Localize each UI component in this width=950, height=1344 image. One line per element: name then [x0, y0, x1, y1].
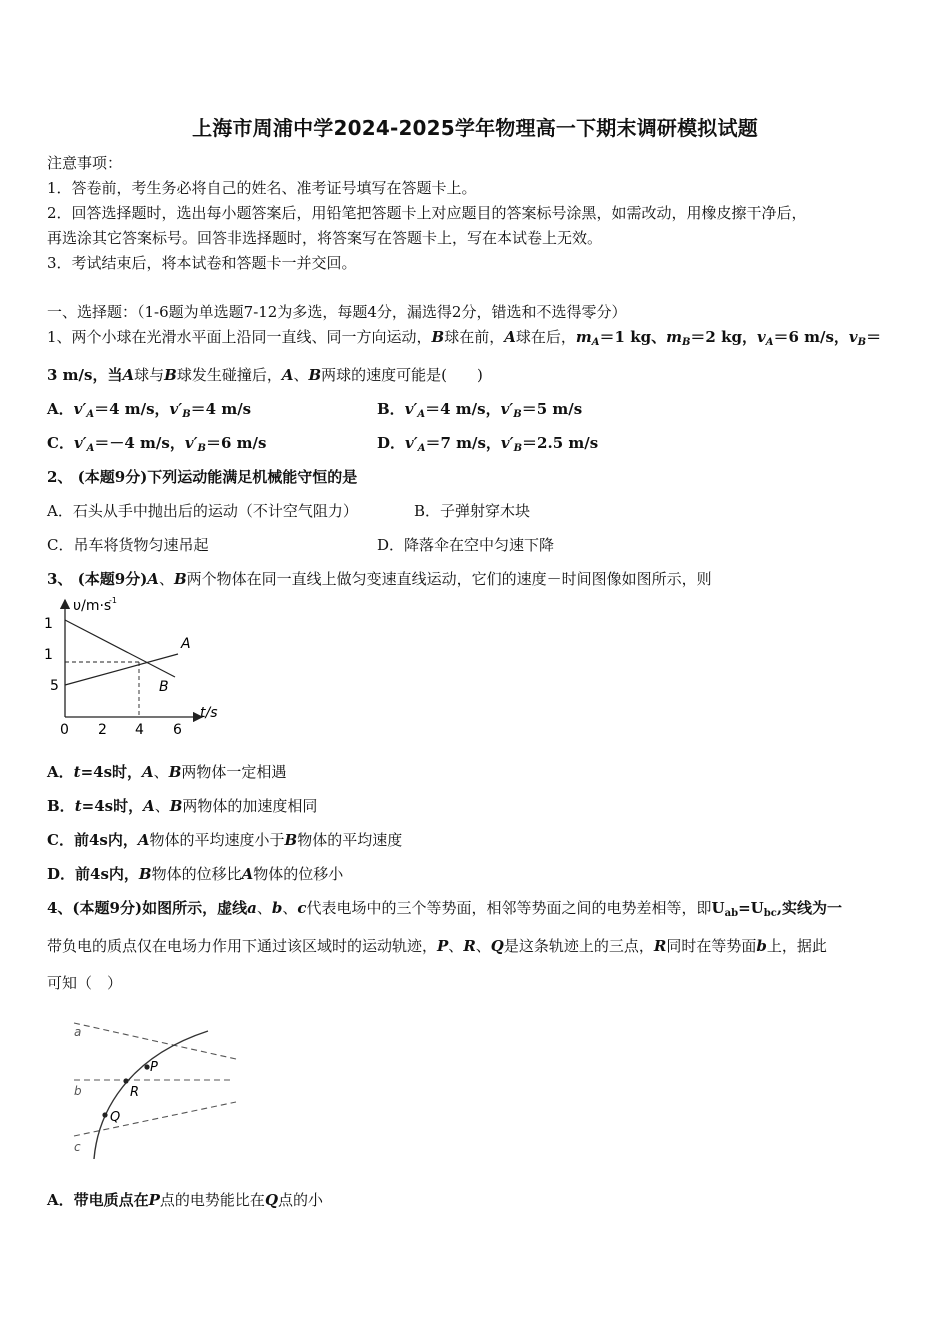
q3-option-a: A．t=4s时，A、B两物体一定相遇 — [47, 763, 287, 781]
q2-option-d: D．降落伞在空中匀速下降 — [377, 536, 555, 554]
y-tick-middle: 1 — [44, 647, 53, 663]
point-r-dot — [123, 1078, 128, 1083]
q1-stem-line1: 1、两个小球在光滑水平面上沿同一直线、同一方向运动，B球在前，A球在后，$m_A=1$ kg、$m_B=2$ kg，$v_A=6$ m/s，$v_B=$ — [47, 328, 882, 348]
notice-item-2-cont: 再选涂其它答案标号。回答非选择题时，将答案写在答题卡上，写在本试卷上无效。 — [47, 229, 603, 247]
q3-velocity-time-graph — [40, 592, 230, 740]
q4-stem-line1: 4、(本题9分)如图所示，虚线a、b、c代表电场中的三个等势面，相邻等势面之间的电势差相等，即$U_{ab}=U_{bc}$,实线为一 — [47, 899, 843, 919]
section-heading: 一、选择题：（1-6题为单选题7-12为多选，每题4分，漏选得2分，错选和不选得零分） — [47, 303, 627, 321]
y-axis-label-superscript: -1 — [109, 596, 117, 605]
point-q-dot — [102, 1112, 107, 1117]
x-tick-2: 2 — [98, 722, 107, 738]
q2-option-c: C．吊车将货物匀速吊起 — [47, 536, 209, 554]
line-a-label: A — [181, 636, 191, 652]
notice-item-1: 1．答卷前，考生务必将自己的姓名、准考证号填写在答题卡上。 — [47, 179, 477, 197]
q1-option-a: A．$v'_A=4$ m/s，$v'_B=4$ m/s — [47, 400, 252, 420]
q3-option-c: C．前4s内，A物体的平均速度小于B物体的平均速度 — [47, 831, 403, 849]
q2-option-b: B．子弹射穿木块 — [414, 502, 531, 520]
notice-heading: 注意事项： — [47, 154, 123, 172]
x-tick-0: 0 — [60, 722, 69, 738]
y-tick-bottom: 5 — [50, 678, 59, 694]
label-b: b — [74, 1084, 82, 1098]
q2-stem: 2、 (本题9分)下列运动能满足机械能守恒的是 — [47, 468, 358, 486]
notice-item-2: 2．回答选择题时，选出每小题答案后，用铅笔把答题卡上对应题目的答案标号涂黑，如需改动，用橡皮擦干净后， — [47, 204, 807, 222]
x-tick-4: 4 — [135, 722, 144, 738]
q4-option-a: A．带电质点在P点的电势能比在Q点的小 — [47, 1191, 324, 1209]
equipotential-line-a — [74, 1023, 236, 1059]
q1-option-c: C．$v'_A=-4$ m/s，$v'_B=6$ m/s — [47, 434, 267, 454]
q4-equipotential-diagram — [68, 1017, 243, 1163]
q1-stem-line2: 3 m/s，当A球与B球发生碰撞后，A、B两球的速度可能是( ) — [47, 366, 483, 384]
label-r: R — [130, 1085, 140, 1100]
trajectory-curve — [94, 1031, 208, 1159]
label-p: P — [150, 1060, 158, 1075]
q3-stem: 3、 (本题9分)A、B两个物体在同一直线上做匀变速直线运动，它们的速度－时间图像如图所示，则 — [47, 570, 712, 588]
x-axis-label: t/s — [200, 705, 218, 721]
equipotential-line-c — [74, 1102, 236, 1136]
q4-stem-line3: 可知（ ） — [47, 974, 123, 992]
x-tick-6: 6 — [173, 722, 182, 738]
label-c: c — [74, 1140, 81, 1154]
q2-option-a: A．石头从手中抛出后的运动（不计空气阻力） — [47, 502, 358, 520]
notice-item-3: 3．考试结束后，将本试卷和答题卡一并交回。 — [47, 254, 357, 272]
label-a: a — [74, 1025, 82, 1039]
q4-stem-line2: 带负电的质点仅在电场力作用下通过该区域时的运动轨迹，P、R、Q是这条轨迹上的三点，R同时在等势面b上，据此 — [47, 937, 827, 955]
y-tick-top: 1 — [44, 616, 53, 632]
line-b — [65, 620, 175, 677]
q3-option-b: B．t=4s时，A、B两物体的加速度相同 — [47, 797, 318, 815]
page-title: 上海市周浦中学2024-2025学年物理高一下期末调研模拟试题 — [192, 116, 758, 140]
line-b-label: B — [159, 679, 169, 695]
q1-option-d: D．$v'_A=7$ m/s，$v'_B=2.5$ m/s — [377, 434, 599, 454]
q1-option-b: B．$v'_A=4$ m/s，$v'_B=5$ m/s — [377, 400, 583, 420]
label-q: Q — [110, 1110, 121, 1125]
point-p-dot — [144, 1064, 149, 1069]
y-axis-label: υ/m·s — [73, 598, 112, 614]
q3-option-d: D．前4s内，B物体的位移比A物体的位移小 — [47, 865, 344, 883]
